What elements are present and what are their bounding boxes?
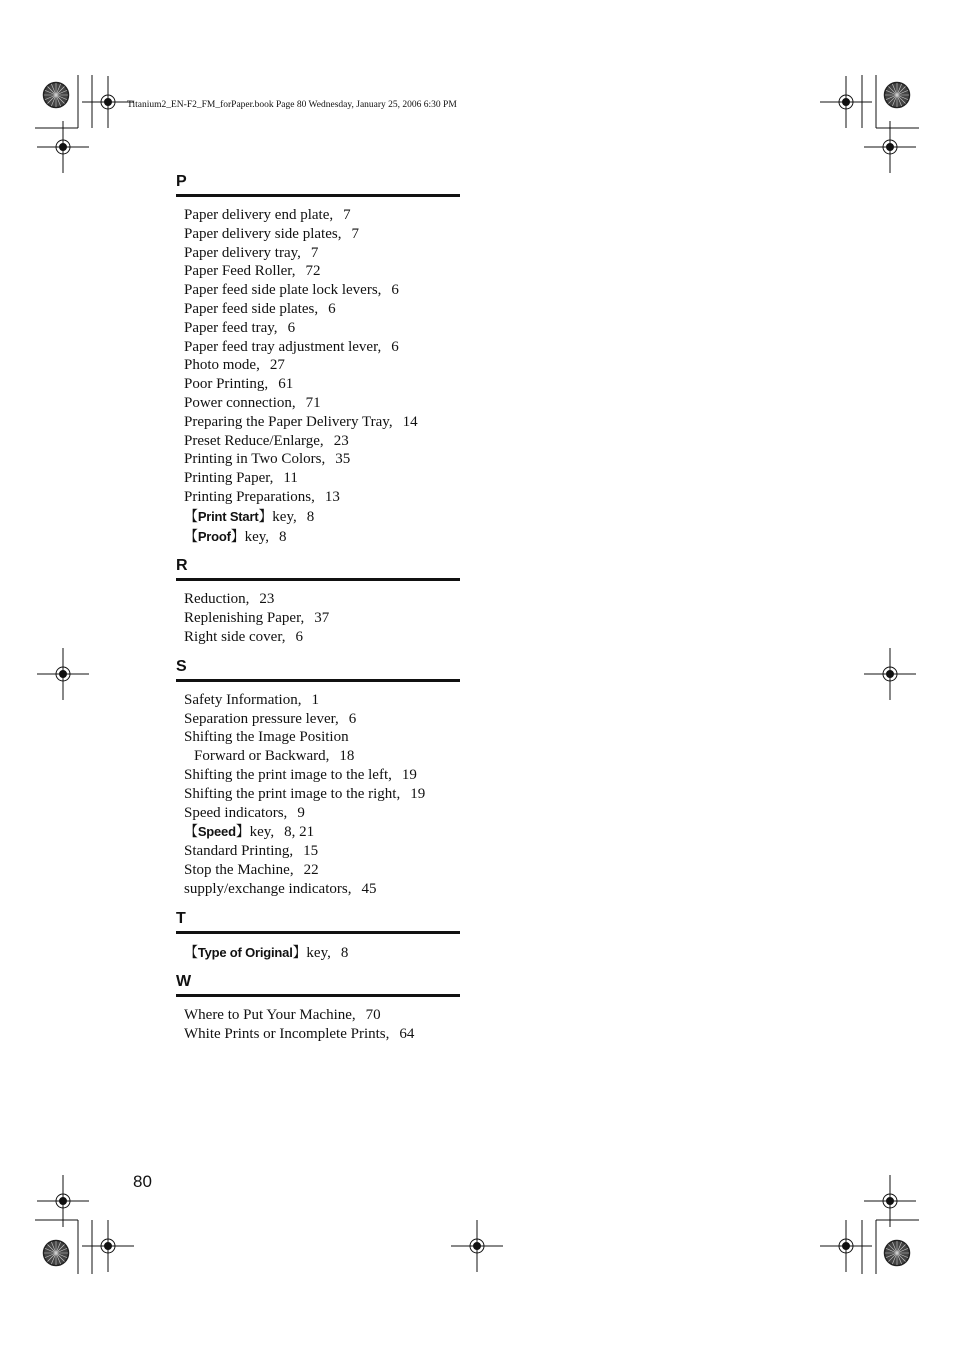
- section-entries: [176, 997, 460, 1054]
- entry-page: 72: [305, 263, 321, 280]
- index-entry: [184, 469, 460, 488]
- entry-page: 8: [279, 528, 287, 545]
- entry-term: Shifting the print image to the right,: [184, 785, 401, 802]
- index-entry: [184, 822, 460, 842]
- entry-page: 71: [305, 394, 321, 411]
- index-entry: [184, 244, 460, 263]
- index-entry: [184, 1025, 460, 1044]
- entry-page: 64: [399, 1026, 415, 1043]
- section-letter: R: [176, 556, 460, 581]
- entry-term: Poor Printing,: [184, 376, 269, 393]
- key-name: 【Speed】: [184, 823, 250, 840]
- entry-term: Photo mode,: [184, 357, 260, 374]
- index-entry: [184, 628, 460, 647]
- file-header: Titanium2_EN-F2_FM_forPaper.book Page 80 Wednesday, January 25, 2006 6:30 PM: [127, 100, 457, 110]
- index-section-w: [176, 972, 460, 1054]
- index-entry: [184, 450, 460, 469]
- index-entry: [184, 804, 460, 823]
- entry-term: Paper delivery end plate,: [184, 207, 334, 223]
- entry-page: 9: [297, 804, 305, 821]
- index-entry: [184, 527, 460, 547]
- entry-term: Reduction,: [184, 591, 250, 608]
- entry-page: 70: [365, 1007, 381, 1024]
- entry-page: 7: [343, 207, 351, 223]
- entry-term: Separation pressure lever,: [184, 710, 339, 727]
- entry-term: Standard Printing,: [184, 843, 294, 860]
- entry-page: 8: [306, 508, 315, 525]
- entry-page: 15: [303, 843, 319, 860]
- entry-term: Right side cover,: [184, 628, 286, 645]
- entry-term: Paper feed tray,: [184, 319, 278, 336]
- index-entry: [184, 861, 460, 880]
- entry-page: 18: [339, 748, 355, 765]
- entry-page: 8: [340, 944, 349, 961]
- entry-term: Where to Put Your Machine,: [184, 1007, 356, 1024]
- entry-term: Replenishing Paper,: [184, 610, 305, 627]
- entry-page: 7: [310, 244, 319, 261]
- entry-page: 13: [324, 488, 340, 505]
- entry-page: 23: [259, 591, 275, 608]
- entry-term: Paper feed tray adjustment lever,: [184, 338, 382, 355]
- section-letter: S: [176, 657, 460, 682]
- index-entry: [184, 262, 460, 281]
- entry-page: 35: [335, 451, 351, 468]
- entry-page: 22: [303, 861, 319, 878]
- entry-page: 19: [401, 766, 417, 783]
- index-entry: [184, 842, 460, 861]
- index-entry: [184, 394, 460, 413]
- index-list: [176, 172, 460, 1054]
- index-entry: [184, 710, 460, 729]
- entry-term: Printing in Two Colors,: [184, 451, 326, 468]
- section-entries: [176, 581, 460, 656]
- index-entry: [184, 432, 460, 451]
- key-label: Speed: [197, 824, 236, 840]
- entry-term: Paper Feed Roller,: [184, 263, 296, 280]
- index-entry: [184, 943, 460, 963]
- entry-term: Paper delivery side plates,: [184, 225, 342, 242]
- index-entry: [184, 375, 460, 394]
- entry-term: Speed indicators,: [184, 804, 288, 821]
- entry-page: 1: [311, 691, 319, 708]
- entry-term: key,: [249, 824, 275, 841]
- entry-term: Preset Reduce/Enlarge,: [184, 432, 324, 449]
- entry-term: key,: [244, 528, 270, 545]
- entry-page: 61: [278, 376, 294, 393]
- entry-page: 23: [333, 432, 349, 449]
- index-entry: [184, 300, 460, 319]
- key-label: Print Start: [197, 508, 259, 524]
- index-section-p: [176, 172, 460, 556]
- entry-page: 6: [295, 628, 303, 645]
- index-entry: [184, 413, 460, 432]
- section-entries: [176, 934, 460, 973]
- key-name: 【Type of Original】: [184, 943, 307, 960]
- index-entry: [184, 1006, 460, 1025]
- index-entry: [184, 206, 460, 225]
- entry-term: supply/exchange indicators,: [184, 880, 352, 897]
- entry-term: Stop the Machine,: [184, 861, 294, 878]
- entry-page: 14: [402, 413, 418, 430]
- entry-term: Shifting the print image to the left,: [184, 766, 392, 783]
- entry-term: Paper feed side plates,: [184, 300, 319, 317]
- index-entry: [184, 728, 460, 747]
- entry-page: 6: [287, 319, 296, 336]
- section-entries: [176, 682, 460, 909]
- entry-term: Safety Information,: [184, 691, 302, 708]
- entry-term: Power connection,: [184, 394, 296, 411]
- entry-page: 11: [283, 470, 298, 487]
- entry-term: Shifting the Image Position: [184, 729, 349, 746]
- section-letter: W: [176, 972, 460, 997]
- entry-term: Printing Preparations,: [184, 488, 315, 505]
- entry-term: Paper feed side plate lock levers,: [184, 282, 382, 299]
- index-section-t: [176, 909, 460, 973]
- entry-page: 8, 21: [284, 824, 315, 841]
- index-entry: [184, 338, 460, 357]
- index-entry: [184, 356, 460, 375]
- section-letter: T: [176, 909, 460, 934]
- entry-term: key,: [306, 944, 331, 961]
- entry-term: key,: [272, 508, 297, 525]
- page-number: 80: [133, 1172, 152, 1191]
- index-section-s: [176, 657, 460, 909]
- entry-term: Printing Paper,: [184, 470, 274, 487]
- index-entry: [184, 225, 460, 244]
- entry-page: 6: [328, 300, 336, 317]
- index-entry: [184, 507, 460, 527]
- entry-term: Forward or Backward,: [194, 748, 330, 765]
- index-entry: [184, 319, 460, 338]
- index-entry: [184, 488, 460, 507]
- index-entry: [184, 691, 460, 710]
- entry-page: 6: [348, 710, 357, 727]
- entry-page: 7: [351, 225, 359, 242]
- entry-term: White Prints or Incomplete Prints,: [184, 1026, 390, 1043]
- section-letter: P: [176, 172, 460, 197]
- index-entry: [184, 766, 460, 785]
- entry-page: 6: [391, 338, 399, 355]
- entry-page: 6: [391, 282, 399, 299]
- entry-page: 45: [361, 880, 377, 897]
- key-label: Type of Original: [197, 944, 293, 960]
- index-entry: [184, 880, 460, 899]
- key-label: Proof: [197, 528, 231, 544]
- index-entry: [184, 609, 460, 628]
- key-name: 【Print Start】: [184, 507, 273, 524]
- index-section-r: [176, 556, 460, 656]
- key-name: 【Proof】: [184, 527, 245, 544]
- index-entry: [184, 281, 460, 300]
- index-entry: [184, 785, 460, 804]
- entry-term: Preparing the Paper Delivery Tray,: [184, 413, 393, 430]
- index-entry: [184, 590, 460, 609]
- index-entry: [184, 747, 460, 766]
- section-entries: [176, 197, 460, 556]
- entry-page: 37: [314, 610, 330, 627]
- entry-page: 27: [269, 357, 285, 374]
- entry-page: 19: [410, 785, 426, 802]
- entry-term: Paper delivery tray,: [184, 244, 301, 261]
